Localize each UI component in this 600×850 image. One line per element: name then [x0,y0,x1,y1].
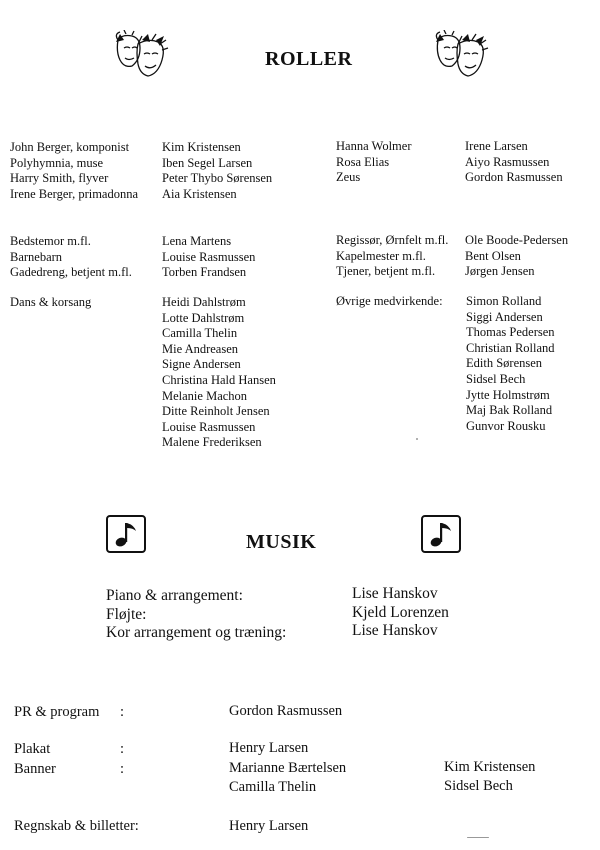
cast-roles-group3 [10,295,91,311]
actor-name: Kim Kristensen [162,140,241,154]
role-text: Øvrige medvirkende: [336,294,443,308]
role-text: Polyhymnia, muse [10,155,104,170]
role-text: Bedstemor m.fl. [10,234,91,248]
plakat-label: Plakat [14,741,51,757]
theatre-masks-icon [432,30,490,80]
theatre-masks-icon [112,30,170,80]
musik-names [352,585,449,641]
music-note-icon [106,515,146,553]
musik-role: Piano & arrangement: [106,587,243,604]
actor-name: Jytte Holmstrøm [466,387,550,402]
pr-colon: : [120,704,125,720]
cast-roles-group2 [10,234,132,281]
actor-name: Gordon Rasmussen [465,170,563,185]
actor-name: Gunvor Rousku [466,418,546,433]
actor-name: Iben Segel Larsen [162,155,253,170]
actor-name: Irene Larsen [465,139,528,153]
role-text: Barnebarn [10,249,63,264]
musik-role: Fløjte: [106,605,147,623]
actor-name: Torben Frandsen [162,265,247,280]
role-text: Kapelmester m.fl. [336,248,426,263]
cast-roles2-group3 [336,294,443,310]
pr-name: Gordon Rasmussen [229,703,343,719]
banner-name: Camilla Thelin [229,779,317,795]
actor-name: Melanie Machon [162,388,248,403]
scan-speck [416,438,418,440]
actor-name: Christina Hald Hansen [162,372,276,387]
role-text: Irene Berger, primadonna [10,186,139,201]
role-text: Harry Smith, flyver [10,171,109,186]
role-text: Gadedreng, betjent m.fl. [10,265,132,280]
cast-actors2-group2 [465,233,568,280]
cast-actors-group1 [162,140,272,202]
cast-actors-group2 [162,234,255,281]
actor-name: Ole Boode-Pedersen [465,233,569,247]
actor-name: Lena Martens [162,234,232,248]
plakat-name: Henry Larsen [229,740,309,756]
actor-name: Bent Olsen [465,248,521,263]
scan-speck [467,837,489,838]
musik-name: Kjeld Lorenzen [352,603,449,621]
banner-name: Sidsel Bech [444,778,513,794]
actor-name: Simon Rolland [466,294,542,308]
regnskab-label: Regnskab & billetter: [14,818,139,834]
actor-name: Jørgen Jensen [465,264,535,279]
music-note-icon [421,515,461,553]
regnskab-name: Henry Larsen [229,818,309,834]
banner-colon: : [120,761,125,777]
musik-title: MUSIK [246,531,317,553]
actor-name: Louise Rasmussen [162,419,256,434]
actor-name: Ditte Reinholt Jensen [162,404,270,419]
cast-roles2-group1 [336,139,411,186]
actor-name: Louise Rasmussen [162,249,256,264]
role-text: Rosa Elias [336,154,390,169]
cast-actors2-group3 [466,294,555,434]
musik-name: Lise Hanskov [352,585,438,602]
pr-label: PR & program [14,704,100,720]
actor-name: Aia Kristensen [162,186,237,201]
actor-name: Sidsel Bech [466,371,526,386]
role-text: Hanna Wolmer [336,139,412,153]
actor-name: Mie Andreasen [162,341,239,356]
musik-role: Kor arrangement og træning: [106,624,287,641]
banner-name: Kim Kristensen [444,759,536,775]
actor-name: Edith Sørensen [466,356,543,371]
actor-name: Heidi Dahlstrøm [162,295,246,309]
actor-name: Maj Bak Rolland [466,403,553,418]
cast-roles-group1 [10,140,138,202]
musik-roles [106,587,286,643]
role-text: Regissør, Ørnfelt m.fl. [336,233,449,247]
actor-name: Peter Thybo Sørensen [162,171,273,186]
role-text: John Berger, komponist [10,140,130,154]
musik-name: Lise Hanskov [352,622,438,639]
cast-roles2-group2 [336,233,448,280]
actor-name: Lotte Dahlstrøm [162,310,245,325]
actor-name: Siggi Andersen [466,309,543,324]
role-text: Zeus [336,170,361,185]
actor-name: Camilla Thelin [162,326,238,341]
actor-name: Malene Frederiksen [162,435,262,450]
actor-name: Thomas Pedersen [466,325,555,340]
cast-actors2-group1 [465,139,563,186]
actor-name: Signe Andersen [162,357,241,372]
plakat-colon: : [120,741,125,757]
banner-label: Banner [14,761,56,777]
banner-name: Marianne Bærtelsen [229,760,347,776]
role-text: Dans & korsang [10,295,92,309]
actor-name: Christian Rolland [466,340,555,355]
roller-title: ROLLER [265,48,353,70]
role-text: Tjener, betjent m.fl. [336,264,436,279]
cast-actors-group3 [162,295,276,451]
actor-name: Aiyo Rasmussen [465,154,550,169]
